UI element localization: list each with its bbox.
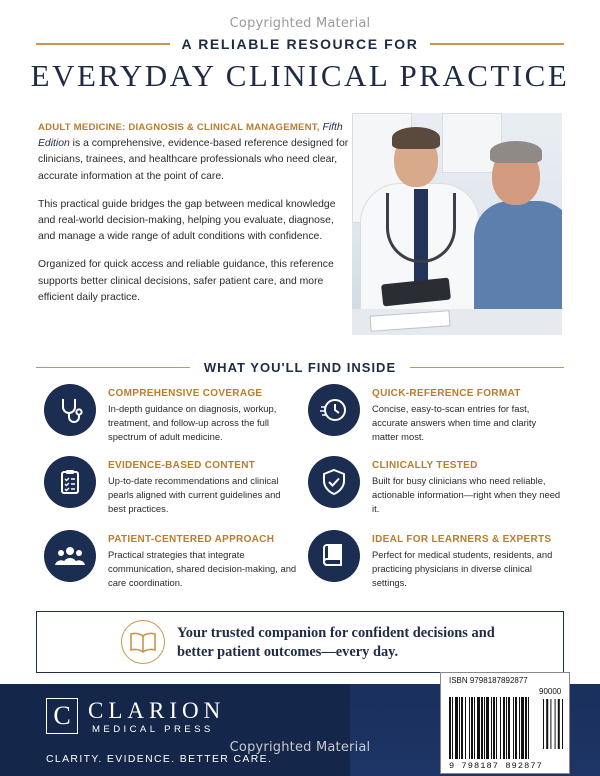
callout-text: Your trusted companion for confident decisions and better patient outcomes—every day. [177, 625, 495, 660]
feature-title: IDEAL FOR LEARNERS & EXPERTS [372, 534, 552, 545]
feature-clinically-tested [308, 456, 561, 526]
barcode-panel [440, 672, 570, 774]
feature-description: In-depth guidance on diagnosis, workup, treatment, and follow-up across the full spectrum of adult medicine. [108, 403, 277, 442]
book-edition: Fifth Edition [38, 122, 343, 150]
inside-heading-row [36, 360, 564, 375]
feature-title: COMPREHENSIVE COVERAGE [108, 388, 263, 399]
intro-paragraph-1-rest: is a comprehensive, evidence-based reference designed for clinicians, trainees, and healthcare professionals who need clear, accurate information at the point of care. [38, 138, 349, 182]
publisher-logo [46, 698, 78, 734]
logo-letter: C [53, 701, 71, 730]
copyright-watermark-bottom: Copyrighted Material [229, 740, 371, 755]
page-title: EVERYDAY CLINICAL PRACTICE [30, 58, 570, 93]
feature-learners-experts [308, 530, 553, 600]
feature-evidence-based [44, 456, 284, 526]
feature-title: EVIDENCE-BASED CONTENT [108, 460, 256, 471]
divider-left [36, 43, 170, 45]
copyright-watermark-top: Copyrighted Material [229, 16, 371, 31]
callout-box [36, 611, 564, 673]
isbn-label: ISBN 9798187892877 [449, 676, 528, 685]
feature-description: Concise, easy-to-scan entries for fast, accurate answers when time and clarity matter most. [372, 403, 537, 442]
patient-hair [490, 141, 542, 163]
doctor-patient-photo [352, 113, 562, 335]
stethoscope-icon [44, 384, 96, 436]
open-book-icon [121, 620, 165, 664]
people-icon [44, 530, 96, 582]
feature-description: Practical strategies that integrate communication, shared decision-making, and care coordination. [108, 549, 297, 588]
publisher-name: CLARION [88, 698, 226, 723]
eyebrow-text: A RELIABLE RESOURCE FOR [181, 36, 419, 52]
publisher-subtitle: MEDICAL PRESS [92, 724, 214, 735]
divider-right [410, 367, 564, 369]
feature-quick-reference [308, 384, 548, 454]
feature-title: PATIENT-CENTERED APPROACH [108, 534, 275, 545]
clipboard-icon [44, 456, 96, 508]
section-heading: WHAT YOU'LL FIND INSIDE [203, 360, 397, 375]
feature-patient-centered [44, 530, 297, 600]
intro-paragraph-1 [38, 120, 350, 185]
feature-comprehensive-coverage [44, 384, 284, 454]
publisher-tagline: CLARITY. EVIDENCE. BETTER CARE. [46, 754, 273, 765]
intro-paragraph-2: This practical guide bridges the gap between medical knowledge and real-world decision-making, helping you evaluate, diagnose, and manage a wide range of adult conditions with confidence. [38, 198, 336, 243]
doctor-hair [392, 127, 440, 149]
intro-text [38, 120, 350, 318]
price-code: 90000 [539, 687, 562, 696]
feature-description: Perfect for medical students, residents, and practicing physicians in diverse clinical settings. [372, 549, 553, 588]
feature-description: Built for busy clinicians who need reliable, actionable information—right when they need it. [372, 475, 561, 514]
book-name: ADULT MEDICINE: DIAGNOSIS & CLINICAL MANAGEMENT, [38, 122, 320, 133]
divider-right [430, 43, 564, 45]
isbn-digits: 9 798187 892877 [449, 761, 543, 771]
clock-icon [308, 384, 360, 436]
shield-check-icon [308, 456, 360, 508]
feature-description: Up-to-date recommendations and clinical pearls aligned with current guidelines and best practices. [108, 475, 281, 514]
divider-left [36, 367, 190, 369]
eyebrow-row [36, 36, 564, 52]
stethoscope-shape [386, 193, 456, 263]
book-icon [308, 530, 360, 582]
intro-paragraph-3: Organized for quick access and reliable guidance, this reference supports better clinical decisions, safer patient care, and more efficient daily practice. [38, 259, 334, 303]
feature-title: CLINICALLY TESTED [372, 460, 478, 471]
feature-title: QUICK-REFERENCE FORMAT [372, 388, 521, 399]
